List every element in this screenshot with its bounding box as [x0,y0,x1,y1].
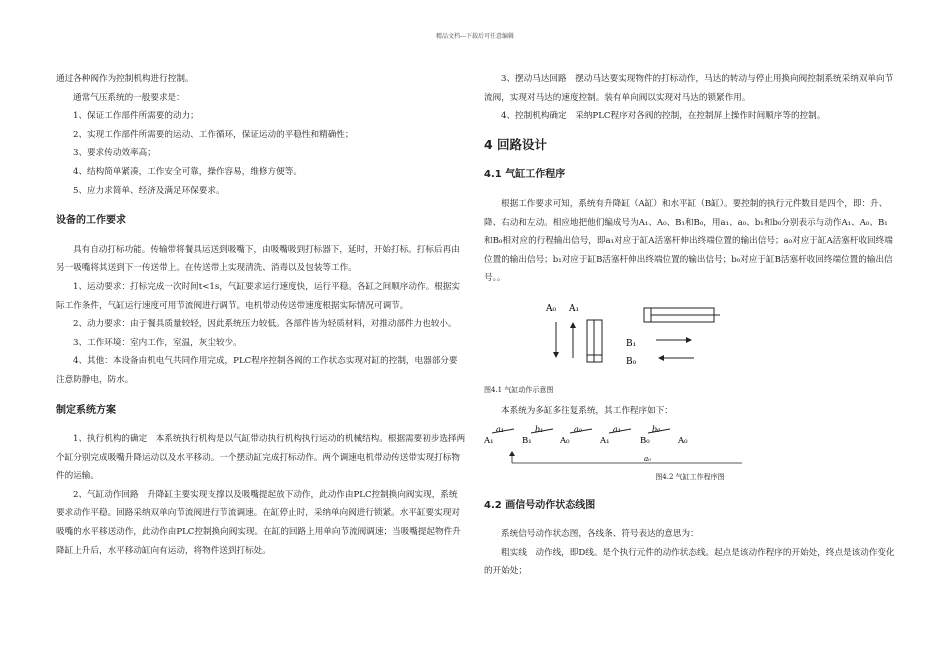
signal-label: a₀ [574,424,582,434]
step-label: A₀ [678,435,688,446]
chapter-heading: 4 回路设计 [484,136,548,152]
requirement-item: 3、要求传动效率高； [73,148,156,159]
figure-caption: 图4.2 气缸工作程序图 [655,472,725,481]
paragraph: 1、运动要求：打标完成一次时间t<1s，气缸要求运行速度快，运行平稳。各缸之间顺序动作。根据实际工作条件，气缸运行速度可用节流阀进行调节。电机带动传送带速度根据实际情况可调节。 [56,281,460,311]
signal-label: b₀ [652,424,661,434]
step-label: A₁ [484,435,494,446]
paragraph: 1、执行机构的确定 本系统执行机构是以气缸带动执行机构执行运动的机械结构。根据需要初步选择两个缸分别完成吸嘴升降运动以及水平移动。一个摆动缸完成打标动作。两个调速电机带动传送带实现打标物件的运输。 [56,434,466,482]
arrow-up-head [570,322,576,328]
arrow-down-head [553,352,559,358]
arrow-left-head [658,355,664,361]
paragraph: 2、气缸动作回路 升降缸主要实现支撑以及吸嘴提起放下动作，此动作由PLC控制换向阀实现，系统要求动作平稳。回路采纳双单向节流阀进行节流调速。在缸停止时，采纳单向阀进行锁紧。水平缸要实现对吸嘴的水平移送动作，此动作由PLC控制换向阀实现。在缸的回路上用单向节流阀调速；当吸嘴提起物件升降缸上升后，水平移动缸向有运动，将物件送到打标处。 [56,489,461,556]
requirement-item: 2、实现工作部件所需要的运动、工作循环，保证运动的平稳性和精确性； [73,129,354,140]
step-label: B₀ [640,435,650,446]
section-heading-41: 4.1 气缸工作程序 [484,169,566,181]
section-heading-scheme: 制定系统方案 [56,404,116,416]
paragraph: 3、工作环境：室内工作，室温，灰尘较少。 [73,337,242,348]
signal-label: a₁ [613,424,621,434]
program-diagram [484,421,896,471]
paragraph: 4、控制机构确定 采纳PLC程序对各阀的控制，在控制屏上操作时间顺序等的控制。 [501,111,826,122]
requirement-item: 1、保证工作部件所需要的动力； [73,111,199,122]
paragraph: 通过各种阀作为控制机构进行控制。 [56,74,194,84]
paragraph: 通常气压系统的一般要求是： [73,92,185,103]
label-b0: B₀ [626,356,637,367]
paragraph: 3、摆动马达回路 摆动马达要实现物件的打标动作，马达的转动与停止用换向阀控制系统采纳双单向节流阀，实现对马达的速度控制。装有单向阀以实现对马达的锁紧作用。 [484,74,894,103]
return-arrow-head [509,451,515,456]
paragraph: 2、动力要求：由于餐具质量较轻，因此系统压力较低。各部件皆为轻质材料，对推动部件力也较小。 [73,319,457,330]
cylinder-diagram [484,300,896,378]
requirement-item: 4、结构简单紧凑，工作安全可靠，操作容易，维修方便等。 [73,166,302,177]
requirement-item: 5、应力求简单、经济及满足环保要求。 [73,185,225,196]
paragraph: 粗实线 动作线，即D线。是个执行元件的动作状态线。起点是该动作程序的开始处，终点是该动作变化的开始处； [484,547,895,577]
paragraph: 具有自动打标功能。传输带将餐具运送到吸嘴下，由吸嘴吸到打标器下，延时，开始打标。打标后再由另一吸嘴将其送到下一传送带上。在传送带上实现清洗、消毒以及包装等工作。 [56,244,460,274]
paragraph: 本系统为多缸多往复系统，其工作程序如下： [501,405,673,416]
step-label: B₁ [522,435,532,446]
figure-caption: 图4.1 气缸动作示意图 [484,385,554,394]
signal-label: a₁ [496,424,504,434]
paragraph: 系统信号动作状态图，各线条、符号表达的意思为： [501,529,699,540]
paragraph: 根据工作要求可知，系统有升降缸（A缸）和水平缸（B缸）。要控制的执行元件数目是四个，即：升、降、右动和左动。相应地把他们编成号为A₁、A₀、B₁和B₀，用a₁、a₀、b₁和b₀分别表示与动作A₁、A₀、B₁和B₀相对应的行程输出信号，即a₁对应于缸A活塞杆伸出终端位置的输出信号；a₀对应于缸A活塞杆收回终端位置的输出信号；b₁对应于缸B活塞杆伸出终端位置的输出信号；b₀对应于缸B活塞杆收回终端位置的输出信号。。 [484,198,893,284]
page-header: 精品文档---下载后可任意编辑 [435,33,515,40]
paragraph: 4、其他：本设备由机电气共同作用完成，PLC程序控制各阀的工作状态实现对缸的控制，电器部分要注意防静电，防水。 [56,356,458,385]
left-column [56,70,466,560]
right-column [484,70,896,581]
figure-program-diagram [484,421,896,471]
section-heading-equipment: 设备的工作要求 [56,215,126,227]
section-heading-42: 4.2 画信号动作状态线图 [484,499,596,511]
return-signal-label: a₀ [644,454,651,463]
label-b1: B₁ [626,338,637,349]
label-a1: A₁ [569,303,580,314]
step-label: A₀ [560,435,570,446]
step-label: A₁ [600,435,610,446]
label-a0: A₀ [546,303,557,314]
signal-label: b₁ [535,424,544,434]
figure-cylinder-diagram [484,300,896,378]
arrow-right-head [686,337,692,343]
